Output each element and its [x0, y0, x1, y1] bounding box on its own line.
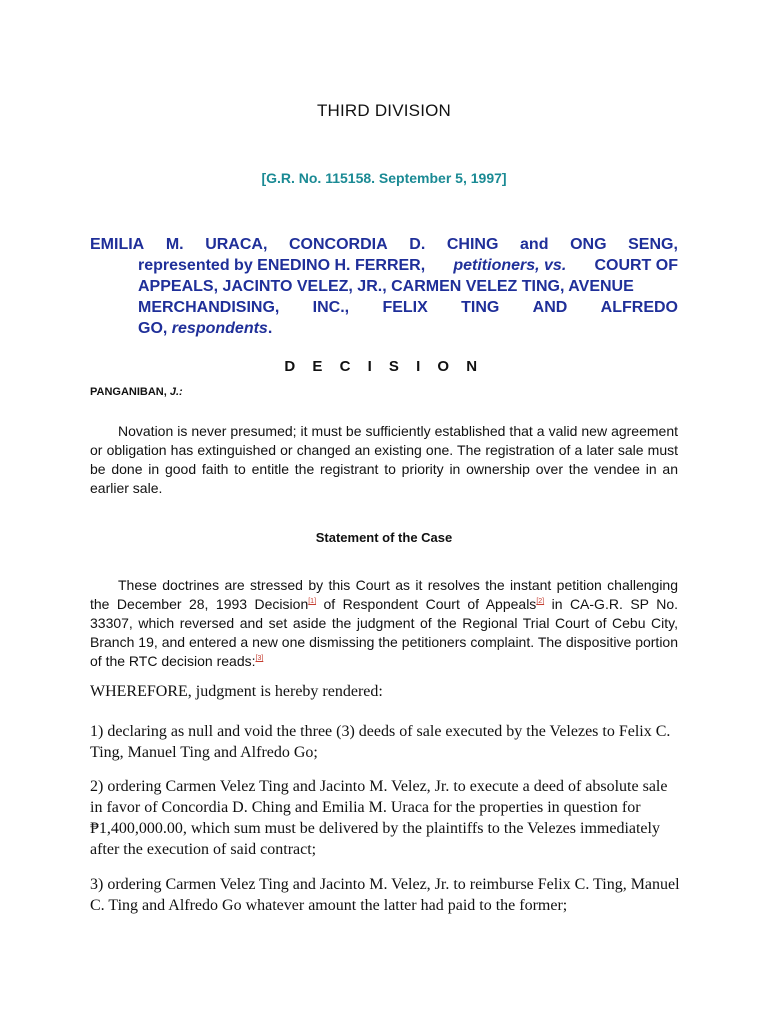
parties-line-1: EMILIA M. URACA, CONCORDIA D. CHING and ONG SENG,: [90, 236, 678, 253]
footnote-link-1[interactable]: [1]: [308, 598, 317, 606]
footnote-link-2[interactable]: [2]: [536, 598, 545, 606]
case-number: [G.R. No. 115158. September 5, 1997]: [261, 170, 507, 186]
case-statement-paragraph: These doctrines are stressed by this Court as it resolves the instant petition challenging the December 28, 1993 Decision[1] of Respondent Court of Appeals[2] in CA-G.R. SP No. 33307, which reversed and set aside the judgment of the Regional Trial Court of Cebu City, Branch 19, and entered a new one dismissing the petitioners complaint. The dispositive portion of the RTC decision reads:[3]: [90, 577, 678, 669]
ponente: PANGANIBAN, J.:: [90, 386, 183, 398]
decision-title: D E C I S I O N: [284, 358, 484, 375]
parties-line-3: APPEALS, JACINTO VELEZ, JR., CARMEN VELEZ TING, AVENUE: [138, 278, 634, 295]
quoted-item-1: 1) declaring as null and void the three (3) deeds of sale executed by the Velezes to Felix C. Ting, Manuel Ting and Alfredo Go;: [90, 723, 671, 761]
section-heading: Statement of the Case: [315, 530, 453, 545]
footnote-link-3[interactable]: [3]: [255, 655, 264, 663]
division-heading: THIRD DIVISION: [316, 101, 452, 120]
parties-line-2: represented by ENEDINO H. FERRER, petitioners, vs. COURT OF: [138, 257, 678, 274]
opening-paragraph: Novation is never presumed; it must be sufficiently established that a valid new agreement or obligation has extinguished or changed an existing one. The registration of a later sale must be done in good faith to entitle the registrant to priority in ownership over the vendee in an earlier sale.: [90, 423, 678, 496]
quoted-dispositive-intro: WHEREFORE, judgment is hereby rendered:: [90, 683, 383, 700]
parties-line-5: GO, respondents .: [138, 320, 273, 337]
quoted-item-2: 2) ordering Carmen Velez Ting and Jacinto M. Velez, Jr. to execute a deed of absolute sale in favor of Concordia D. Ching and Emilia M. Uraca for the properties in question for ₱1,400,000.00, which sum must be delivered by the plaintiffs to the Velezes immediately after the execution of said contract;: [90, 778, 668, 858]
quoted-item-3: 3) ordering Carmen Velez Ting and Jacinto M. Velez, Jr. to reimburse Felix C. Ting, Manuel C. Ting and Alfredo Go whatever amount the latter had paid to the former;: [90, 876, 680, 914]
parties-line-4: MERCHANDISING, INC., FELIX TING AND ALFREDO: [138, 299, 678, 316]
case-parties: [90, 234, 678, 339]
